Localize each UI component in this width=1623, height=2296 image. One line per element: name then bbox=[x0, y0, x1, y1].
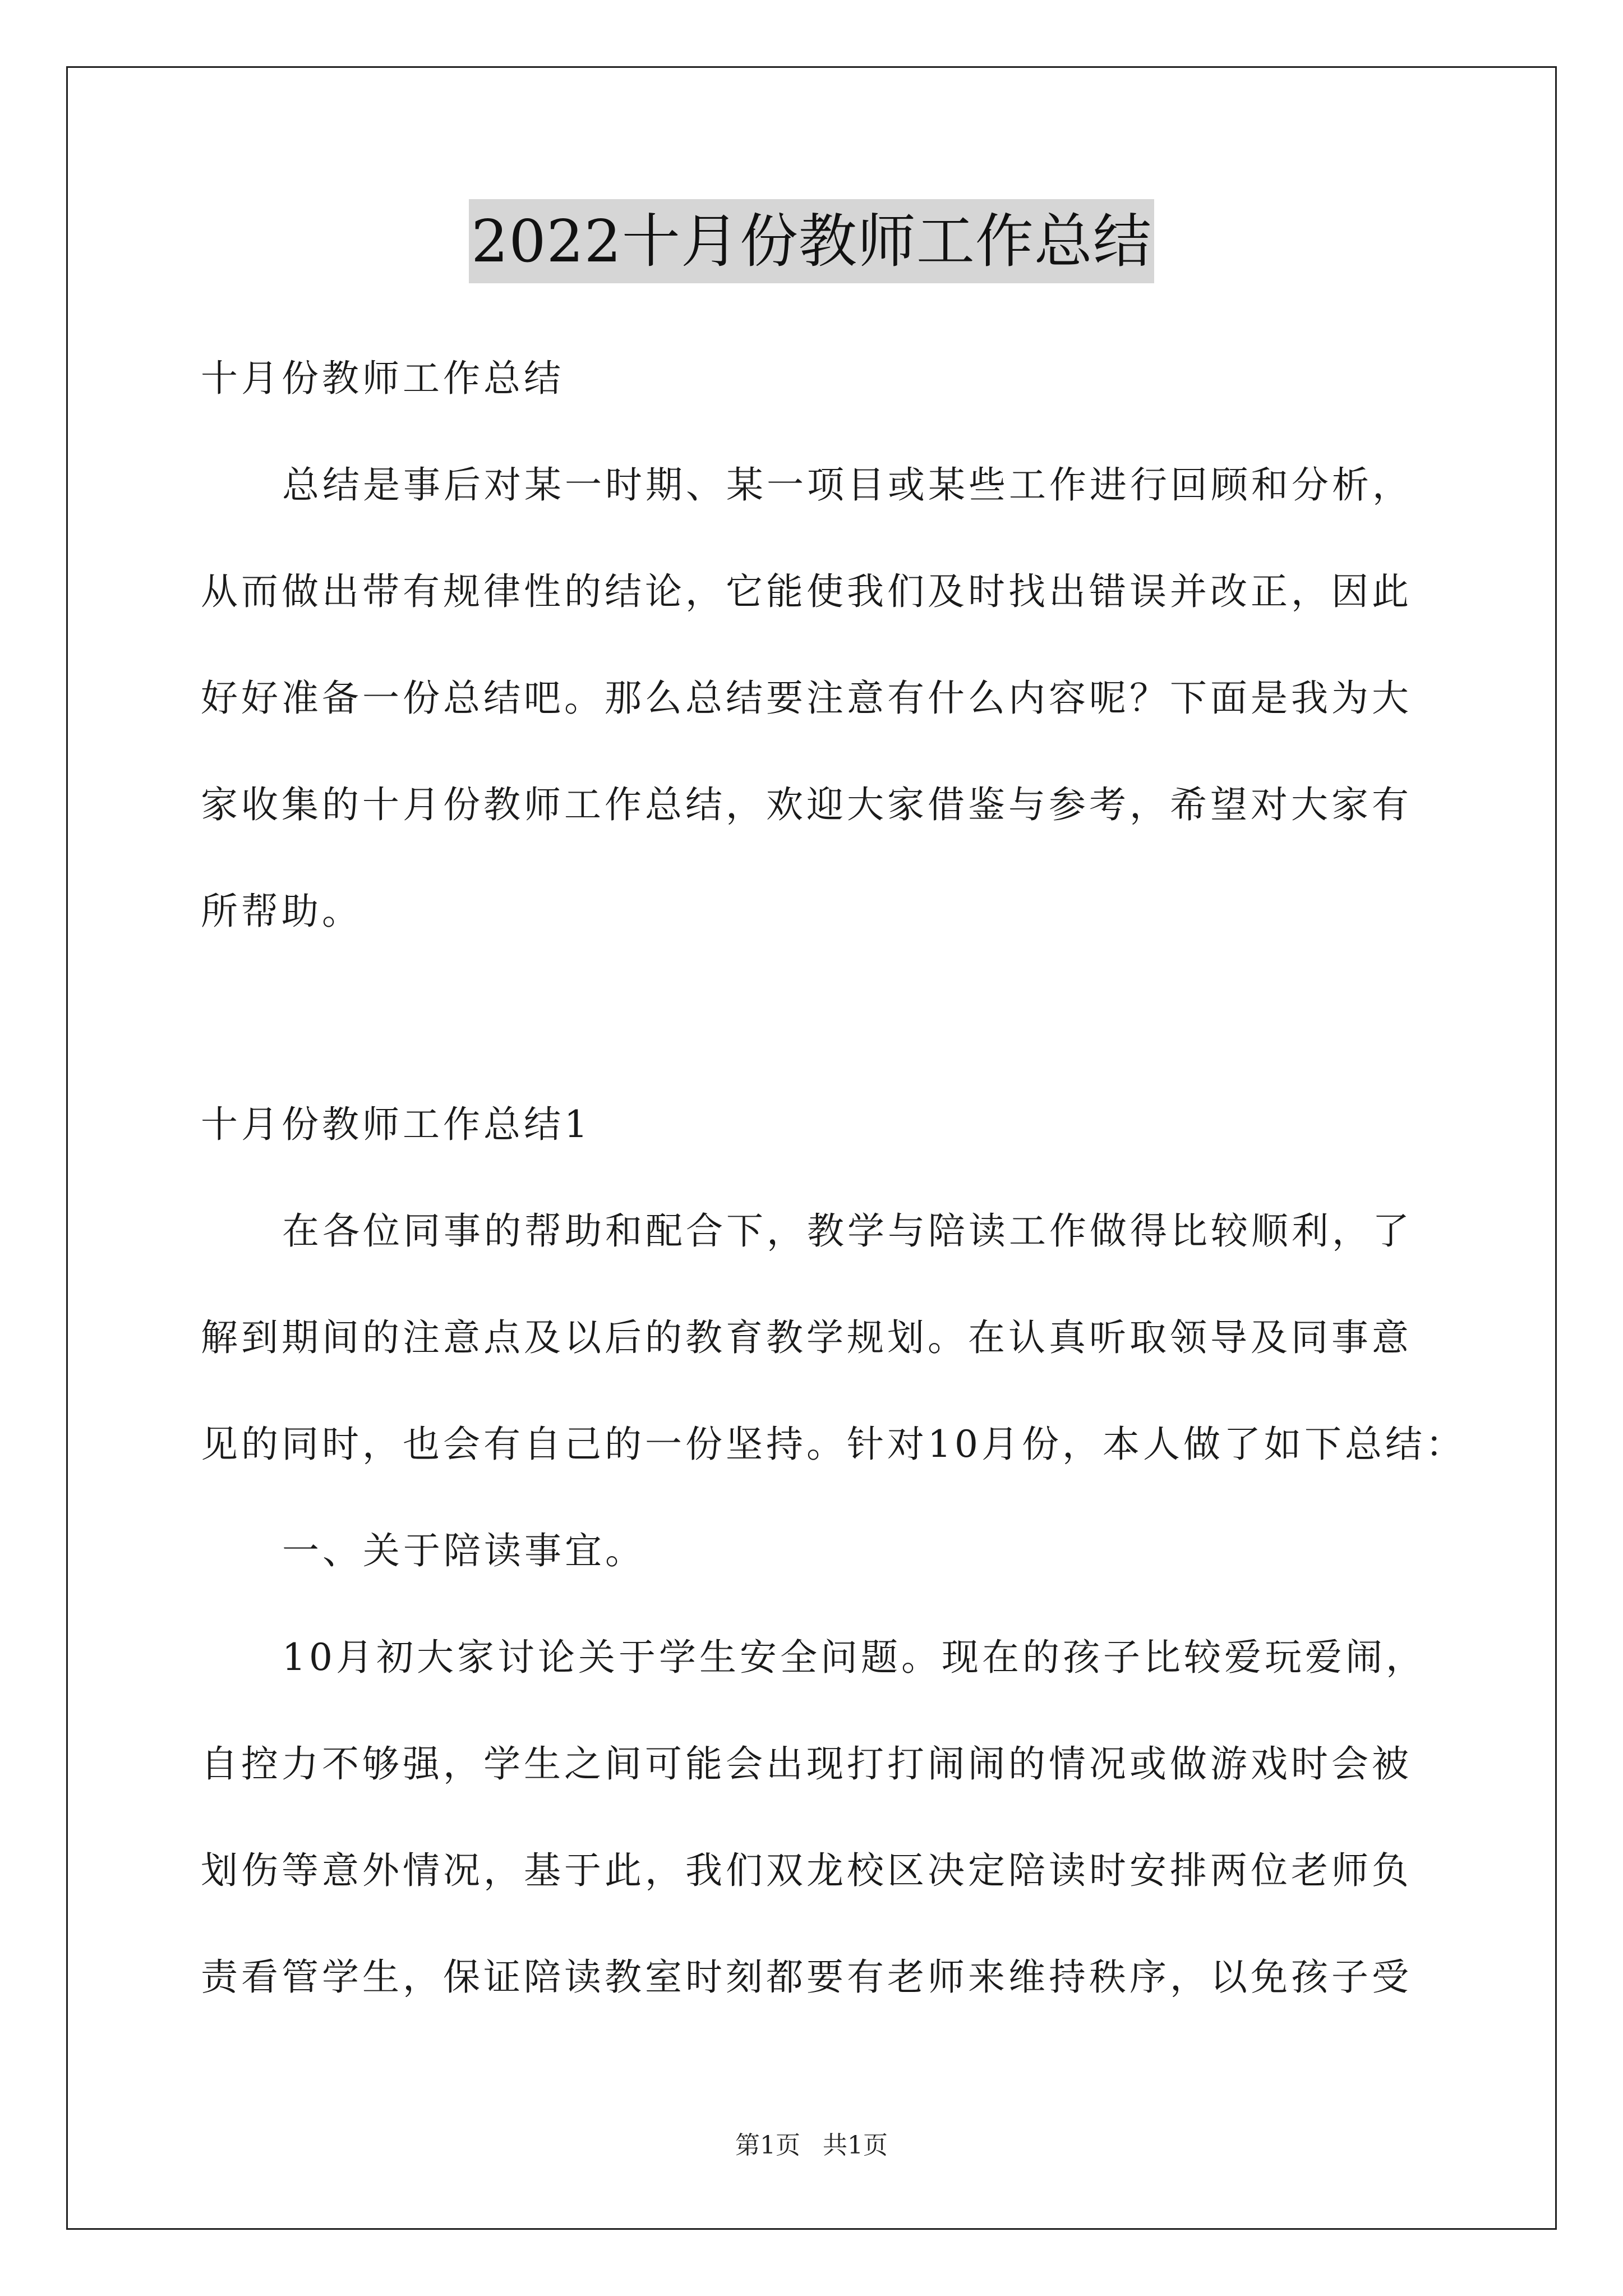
paragraph-line: 解到期间的注意点及以后的教育教学规划。在认真听取领导及同事意 bbox=[201, 1316, 1412, 1359]
document-title: 2022十月份教师工作总结 bbox=[469, 199, 1154, 283]
title-wrap bbox=[0, 199, 1623, 283]
page-total: 共1页 bbox=[823, 2131, 888, 2160]
intro-line: 家收集的十月份教师工作总结，欢迎大家借鉴与参考，希望对大家有 bbox=[201, 783, 1412, 826]
section-heading: 一、关于陪读事宜。 bbox=[282, 1529, 645, 1572]
section-title: 十月份教师工作总结1 bbox=[201, 1103, 591, 1146]
document-subtitle: 十月份教师工作总结 bbox=[201, 357, 564, 400]
intro-line: 总结是事后对某一时期、某一项目或某些工作进行回顾和分析， bbox=[282, 463, 1413, 507]
paragraph-line: 划伤等意外情况，基于此，我们双龙校区决定陪读时安排两位老师负 bbox=[201, 1849, 1412, 1892]
paragraph-line: 见的同时，也会有自己的一份坚持。针对10月份，本人做了如下总结： bbox=[201, 1423, 1466, 1466]
document-body bbox=[201, 325, 1479, 2031]
page-number: 第1页 bbox=[735, 2131, 800, 2160]
paragraph-line: 责看管学生，保证陪读教室时刻都要有老师来维持秩序，以免孩子受 bbox=[201, 1955, 1412, 1999]
paragraph-line: 自控力不够强，学生之间可能会出现打打闹闹的情况或做游戏时会被 bbox=[201, 1742, 1412, 1786]
paragraph-line: 在各位同事的帮助和配合下，教学与陪读工作做得比较顺利，了 bbox=[282, 1209, 1413, 1253]
blank-line bbox=[201, 965, 1479, 1071]
intro-line: 所帮助。 bbox=[201, 890, 362, 933]
intro-line: 好好准备一份总结吧。那么总结要注意有什么内容呢？下面是我为大 bbox=[201, 677, 1412, 720]
intro-line: 从而做出带有规律性的结论，它能使我们及时找出错误并改正，因此 bbox=[201, 570, 1412, 613]
paragraph-line: 10月初大家讨论关于学生安全问题。现在的孩子比较爱玩爱闹， bbox=[282, 1636, 1426, 1679]
page-footer bbox=[0, 2129, 1623, 2162]
